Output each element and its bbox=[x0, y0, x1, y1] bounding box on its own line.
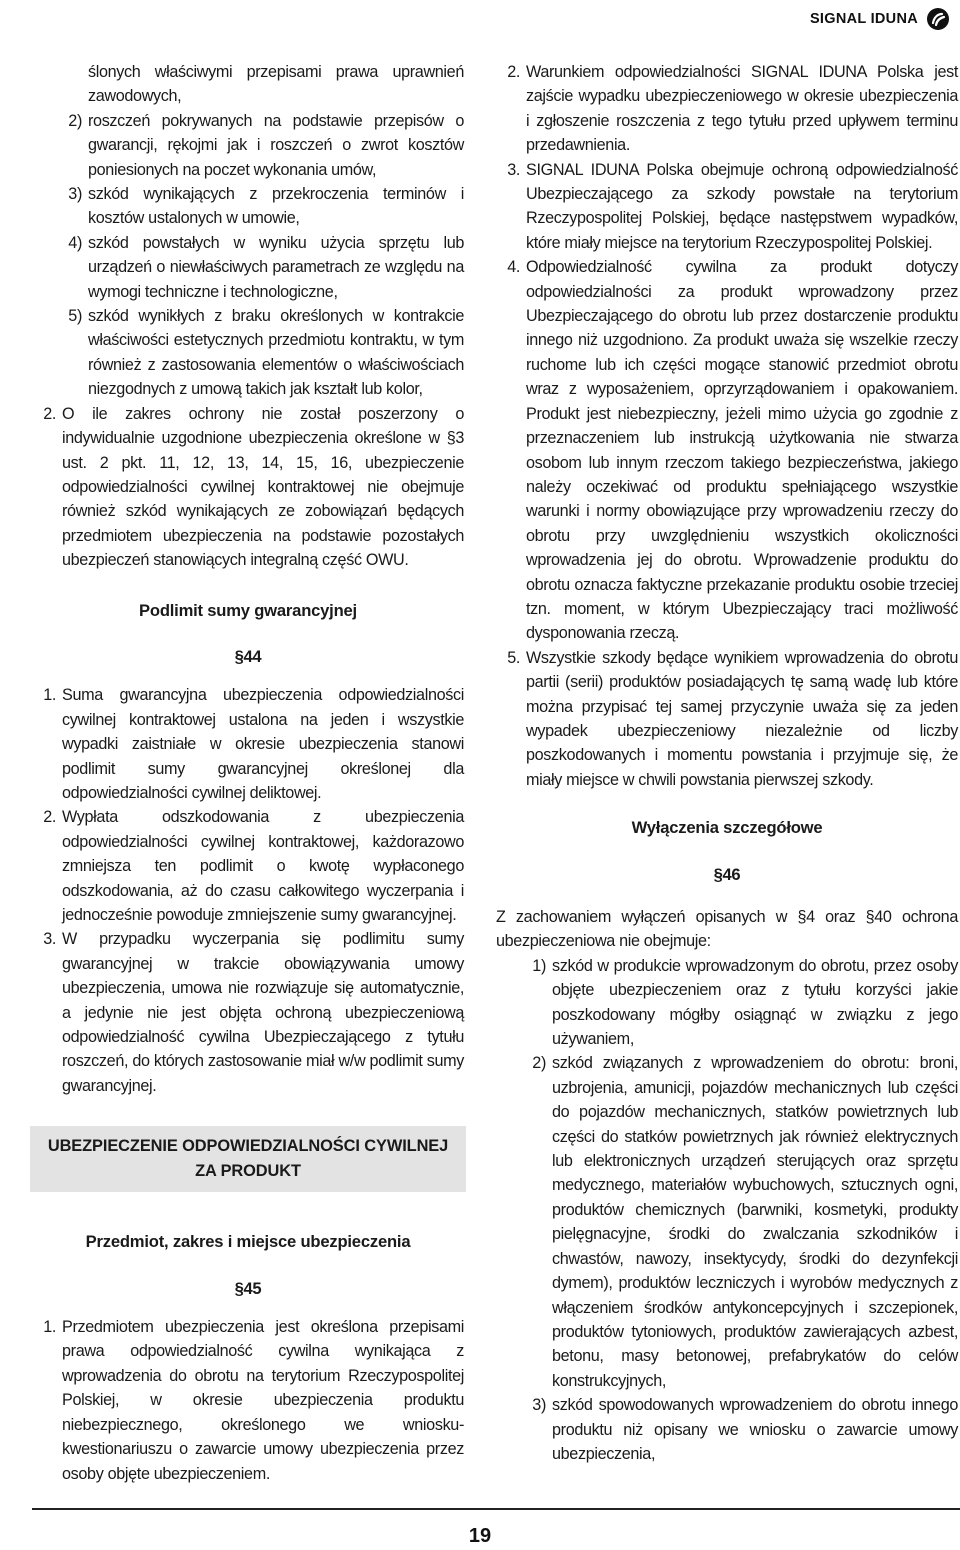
paragraph-sign: §46 bbox=[713, 864, 741, 884]
signal-iduna-logo-icon bbox=[926, 7, 950, 31]
list-text: Suma gwarancyjna ubezpieczenia odpowiedzialności cywilnej kontraktowej ustalona na jeden i wszystkie wypadki zaistniałe w okresie ubezpieczenia stanowi podlimit sumy gwarancyjnej określonej dla odpowiedzialności cywilnej deliktowej. bbox=[62, 686, 464, 802]
list-number: 2. bbox=[507, 63, 520, 81]
list-item bbox=[496, 1393, 958, 1466]
list-item bbox=[496, 1051, 958, 1393]
list-number: 2) bbox=[532, 1054, 546, 1073]
list-text: W przypadku wyczerpania się podlimitu sumy gwarancyjnej w trakcie obowiązywania umowy ubezpieczenia, umowa nie rozwiązuje się automatycznie, a jedynie nie jest objęta ochroną ubezpieczeniową odpowiedzialność cywilna Ubezpieczającego z tytułu roszczeń, do których zastosowanie miał w/w podlimit sumy gwarancyjnej. bbox=[62, 930, 464, 1095]
paragraph-sign: §44 bbox=[234, 646, 262, 666]
list-number: 5) bbox=[68, 307, 82, 326]
list-item bbox=[32, 1315, 464, 1486]
list-item bbox=[32, 182, 464, 231]
list-number: 4. bbox=[507, 258, 520, 277]
list-item bbox=[496, 60, 958, 158]
list-number: 1. bbox=[43, 686, 56, 705]
footer-divider bbox=[32, 1508, 960, 1510]
list-number: 3) bbox=[68, 185, 82, 204]
list-text: szkód spowodowanych wprowadzeniem do obrotu innego produktu niż opisany we wniosku o zawarcie umowy ubezpieczenia, bbox=[552, 1396, 958, 1463]
list-item bbox=[32, 402, 464, 573]
list-text: szkód wynikających z przekroczenia terminów i kosztów ustalonych w umowie, bbox=[88, 185, 464, 228]
section-heading: Wyłączenia szczegółowe bbox=[631, 818, 823, 838]
section-title-line-2: ZA PRODUKT bbox=[195, 1162, 301, 1181]
list-text: O ile zakres ochrony nie został poszerzony o indywidualnie uzgodnione ubezpieczenia określone w §3 ust. 2 pkt. 11, 12, 13, 14, 15, 16, ubezpieczenie odpowiedzialności cywilnej kontraktowej nie obejmuje również szkód wynikających ze zobowiązań będących przedmiotem ubezpieczenia na podstawie pozostałych ubezpieczeń stanowiących integralną część OWU. bbox=[62, 404, 464, 570]
list-item bbox=[496, 646, 958, 792]
list-item bbox=[32, 231, 464, 304]
list-number: 3. bbox=[507, 160, 520, 179]
list-item bbox=[32, 304, 464, 402]
list-item bbox=[32, 927, 464, 1098]
list-number: 4) bbox=[68, 233, 82, 252]
continued-text: ślonych właściwymi przepisami prawa uprawnień zawodowych, bbox=[88, 63, 464, 106]
brand-name: SIGNAL IDUNA bbox=[809, 11, 918, 27]
list-text: Odpowiedzialność cywilna za produkt dotyczy odpowiedzialności za produkt wprowadzony przez Ubezpieczającego do obrotu lub przez dostarczenie produktu innego niż uzgodniono. Za produkt uważa się wszelkie rzeczy ruchome lub ich części mogące stanowić przedmiot obrotu wraz z wyposażeniem, oprzyrządowaniem i opakowaniem. Produkt jest niebezpieczny, jeżeli mimo użycia go zgodnie z przeznaczeniem lub instrukcją użytkowania nie stwarza osobom lub innym rzeczom takiego bezpieczeństwa, jakiego należy oczekiwać od produktu spełniającego wszystkie warunki i normy obowiązujące przy wprowadzeniu rzeczy do obrotu przy uwzględnieniu wszystkich okoliczności wprowadzenia jej do obrotu. Wprowadzenie produktu do obrotu oznacza faktyczne przekazanie produktu osobie trzeciej tzn. moment, w którym Ubezpieczający traci możliwość dysponowania rzeczą. bbox=[526, 258, 958, 643]
list-text: szkód związanych z wprowadzeniem do obrotu: broni, uzbrojenia, amunicji, pojazdów mechanicznych lub części do pojazdów mechanicznych, statków powietrznych lub części do statków powietrznych jak również elektrycznych lub elektronicznych urządzeń sterujących oraz sprzętu medycznego, materiałów wybuchowych, sztucznych ogni, produktów chemicznych (barwniki, kosmetyki, produkty pielęgnacyjne, środki do zwalczania szkodników i chwastów, nawozy, insektycydy, środki do dezynfekcji dymem), produktów leczniczych i wyrobów medycznych z włączeniem środków antykoncepcyjnych i szczepionek, produktów tytoniowych, produktów zawierających azbest, betonu, masy betonowej, prefabrykatów do celów konstrukcyjnych, bbox=[552, 1054, 958, 1390]
page-header bbox=[810, 6, 950, 32]
list-number: 2. bbox=[43, 808, 56, 827]
page-number: 19 bbox=[468, 1525, 492, 1547]
list-text: Wypłata odszkodowania z ubezpieczenia odpowiedzialności cywilnej kontraktowej, każdorazowo zmniejsza ten podlimit o kwotę wypłaconego odszkodowania, aż do czasu całkowitego wyczerpania i jednocześnie powoduje zmniejszenie sumy gwarancyjnej. bbox=[62, 808, 464, 924]
list-text: szkód w produkcie wprowadzonym do obrotu, przez osoby objęte ubezpieczeniem oraz z tytułu korzyści jakie poszkodowany mógłby osiągnąć w związku z jego używaniem, bbox=[552, 956, 958, 1049]
section-heading: Podlimit sumy gwarancyjnej bbox=[139, 600, 357, 620]
list-number: 5. bbox=[507, 648, 520, 667]
section-heading: Przedmiot, zakres i miejsce ubezpieczenia bbox=[85, 1232, 411, 1252]
list-item bbox=[496, 158, 958, 256]
section-title-line-1: UBEZPIECZENIE ODPOWIEDZIALNOŚCI CYWILNEJ bbox=[47, 1137, 449, 1156]
list-text: szkód powstałych w wyniku użycia sprzętu lub urządzeń o niewłaściwych parametrach ze względu na wymogi techniczne i technologiczne, bbox=[88, 233, 464, 301]
list-item bbox=[496, 255, 958, 646]
list-number: 3. bbox=[43, 930, 56, 949]
section-band bbox=[30, 1126, 466, 1192]
list-text: Przedmiotem ubezpieczenia jest określona przepisami prawa odpowiedzialność cywilna wynikająca z wprowadzenia do obrotu na terytorium Rzeczypospolitej Polskiej, w okresie ubezpieczenia produktu niebezpiecznego, określonego we wniosku-kwestionariuszu o zawarcie umowy ubezpieczenia przez osoby objęte ubezpieczeniem. bbox=[62, 1318, 464, 1483]
list-item bbox=[496, 954, 958, 1052]
intro-paragraph: Z zachowaniem wyłączeń opisanych w §4 oraz §40 ochrona ubezpieczeniowa nie obejmuje: bbox=[496, 908, 958, 951]
list-number: 2) bbox=[68, 111, 82, 130]
list-item bbox=[32, 683, 464, 805]
list-item bbox=[32, 805, 464, 927]
list-text: roszczeń pokrywanych na podstawie przepisów o gwarancji, rękojmi jak i roszczeń o zwrot kosztów poniesionych na poczet wykonania umów, bbox=[88, 111, 464, 179]
list-number: 1. bbox=[43, 1318, 56, 1337]
list-text: szkód wynikłych z braku określonych w kontrakcie właściwości estetycznych przedmiotu kontraktu, w tym również z zastosowania elementów o właściwościach niezgodnych z umową takich jak kształt lub kolor, bbox=[88, 307, 464, 399]
list-text: SIGNAL IDUNA Polska obejmuje ochroną odpowiedzialność Ubezpieczającego za szkody powstałe na terytorium Rzeczypospolitej Polskiej, będące następstwem wypadków, które miały miejsce na terytorium Rzeczypospolitej Polskiej. bbox=[526, 160, 958, 252]
list-number: 2. bbox=[43, 404, 56, 423]
list-item bbox=[32, 109, 464, 182]
list-text: Wszystkie szkody będące wynikiem wprowadzenia do obrotu partii (serii) produktów posiadających tę samą wadę lub które można przypisać tej samej przyczynie uważa się za jeden wypadek ubezpieczeniowy niezależnie od liczby poszkodowanych i momentu powstania i przyjmuje się, że miały miejsce w chwili powstania pierwszej szkody. bbox=[526, 648, 958, 789]
right-column bbox=[496, 60, 958, 1466]
list-number: 1) bbox=[532, 956, 546, 975]
left-column bbox=[32, 60, 464, 1486]
list-number: 3) bbox=[532, 1396, 546, 1415]
list-text: Warunkiem odpowiedzialności SIGNAL IDUNA Polska jest zajście wypadku ubezpieczeniowego w okresie ubezpieczenia i zgłoszenie roszczenia z tego tytułu przed upływem terminu przedawnienia. bbox=[526, 63, 958, 155]
paragraph-sign: §45 bbox=[234, 1278, 262, 1298]
